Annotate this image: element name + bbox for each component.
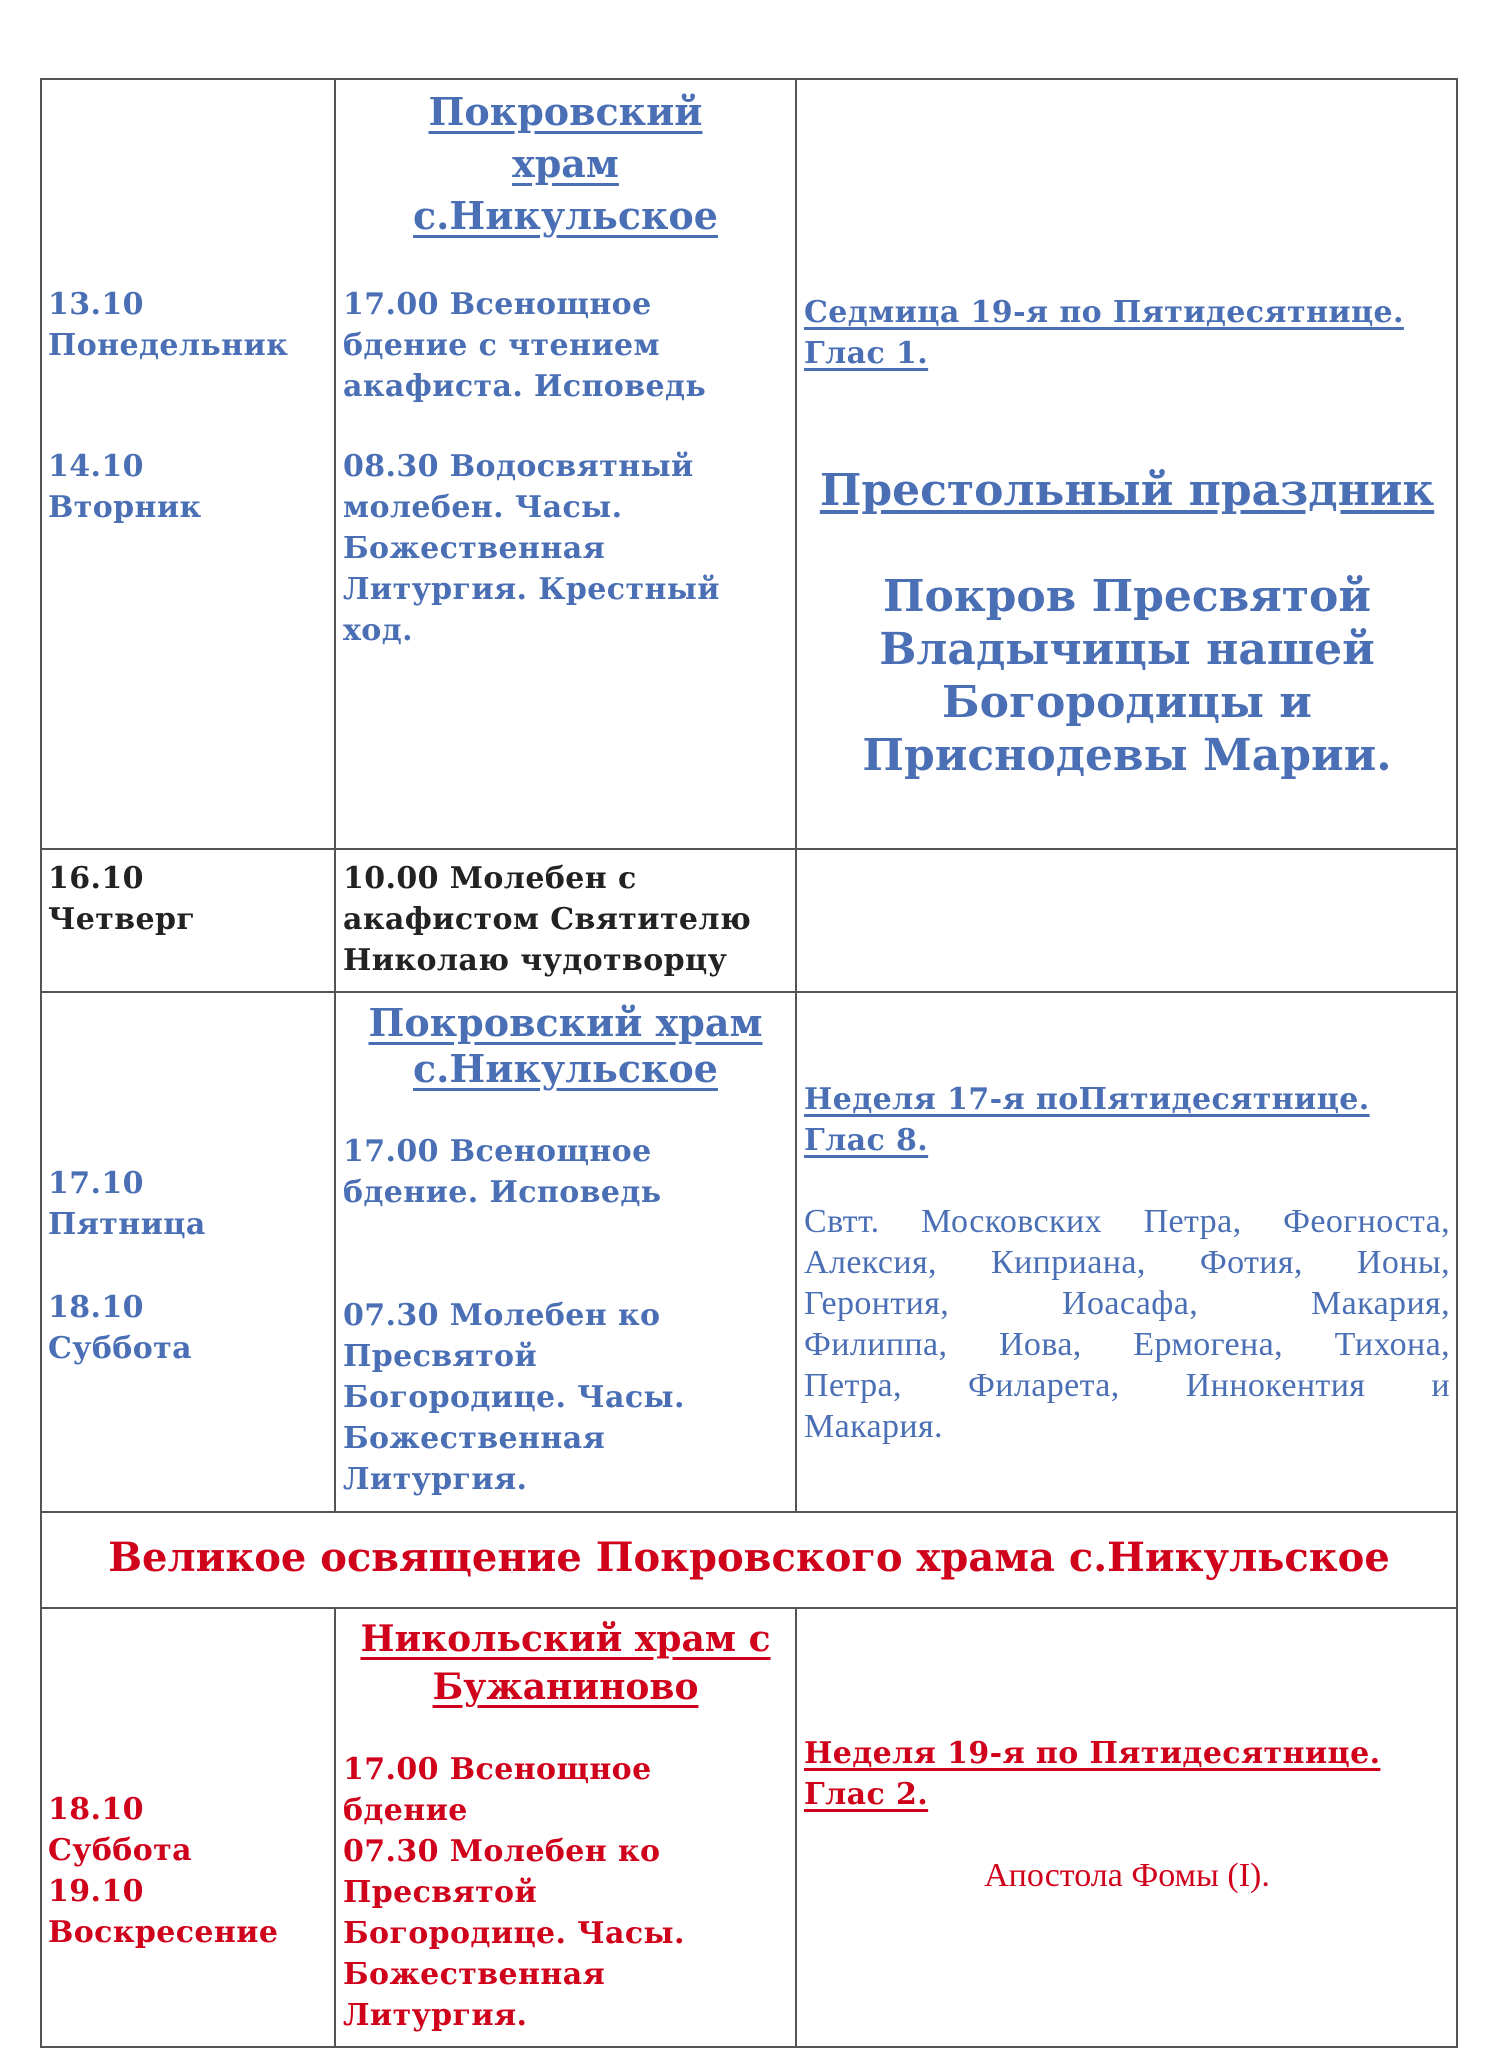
church-title: Покровский храм xyxy=(368,1000,763,1045)
date-cell xyxy=(40,848,335,991)
saint-name: Апостола Фомы (I). xyxy=(984,1857,1270,1894)
service-cell xyxy=(335,848,796,991)
tone: Глас 2. xyxy=(804,1777,929,1812)
table-border xyxy=(795,78,797,1511)
church-title: с.Никульское xyxy=(413,193,718,238)
service-line: 10.00 Молебен с xyxy=(343,861,637,896)
date: 13.10 xyxy=(48,287,144,322)
date-cell xyxy=(40,1607,335,2050)
table-border xyxy=(40,848,1458,850)
schedule-row-5 xyxy=(40,1607,1458,2050)
saints-line: Петра, Филарета, Иннокентия и xyxy=(804,1367,1450,1404)
tone: Глас 1. xyxy=(804,336,929,371)
feast-name: Приснодевы Марии. xyxy=(862,730,1392,781)
tone: Глас 8. xyxy=(804,1123,929,1158)
church-title: с.Никульское xyxy=(413,1046,718,1091)
service-line: Пресвятой xyxy=(343,1339,538,1374)
saints-line: Алексия, Киприана, Фотия, Ионы, xyxy=(804,1244,1450,1281)
date: 18.10 xyxy=(48,1290,144,1325)
service-line: 07.30 Молебен ко xyxy=(343,1834,661,1869)
church-title: Покровский xyxy=(428,89,703,134)
service-line: ход. xyxy=(343,613,413,648)
table-border xyxy=(40,991,1458,993)
week-title: Неделя 17-я поПятидесятнице. xyxy=(804,1082,1370,1117)
service-line: Божественная xyxy=(343,1421,606,1456)
church-title: Бужаниново xyxy=(432,1666,699,1708)
schedule-row-2 xyxy=(40,848,1458,991)
date: 16.10 xyxy=(48,861,144,896)
service-line: 17.00 Всенощное xyxy=(343,1134,652,1169)
service-line: Пресвятой xyxy=(343,1875,538,1910)
feast-name: Владычицы нашей xyxy=(879,624,1375,675)
church-title: храм xyxy=(512,141,619,186)
service-line: Николаю чудотворцу xyxy=(343,943,728,978)
weekday: Понедельник xyxy=(48,328,289,363)
table-border xyxy=(1456,78,1458,2048)
service-cell xyxy=(335,991,796,1511)
weekday: Суббота xyxy=(48,1331,192,1366)
weekday: Суббота xyxy=(48,1833,192,1868)
service-line: акафистом Святителю xyxy=(343,902,752,937)
table-border xyxy=(40,78,1458,80)
weekday: Четверг xyxy=(48,902,196,937)
feast-cell xyxy=(796,991,1458,1511)
service-line: молебен. Часы. xyxy=(343,490,623,525)
week-title: Неделя 19-я по Пятидесятнице. xyxy=(804,1736,1381,1771)
table-border xyxy=(334,1607,336,2048)
service-line: Богородице. Часы. xyxy=(343,1380,685,1415)
weekday: Пятница xyxy=(48,1207,206,1242)
service-line: 17.00 Всенощное xyxy=(343,287,652,322)
date-cell xyxy=(40,991,335,1511)
feast-title: Престольный праздник xyxy=(819,465,1435,516)
consecration-banner: Великое освящение Покровского храма с.Никульское xyxy=(108,1534,1390,1581)
date: 18.10 xyxy=(48,1792,144,1827)
service-line: Литургия. xyxy=(343,1462,528,1497)
table-border xyxy=(40,1511,1458,1513)
week-title: Седмица 19-я по Пятидесятнице. xyxy=(804,295,1404,330)
saints-line: Макария. xyxy=(804,1408,943,1445)
service-line: бдение. Исповедь xyxy=(343,1175,662,1210)
date: 17.10 xyxy=(48,1166,144,1201)
saints-line: Свтт. Московских Петра, Феогноста, xyxy=(804,1203,1450,1240)
weekday: Воскресение xyxy=(48,1915,279,1950)
service-line: акафиста. Исповедь xyxy=(343,369,707,404)
feast-name: Покров Пресвятой xyxy=(882,571,1372,622)
service-line: Литургия. Крестный xyxy=(343,572,720,607)
service-line: Божественная xyxy=(343,531,606,566)
service-line: Божественная xyxy=(343,1957,606,1992)
schedule-row-1 xyxy=(40,78,1458,848)
table-border xyxy=(40,1607,1458,1609)
schedule-row-3 xyxy=(40,991,1458,1511)
service-line: бдение с чтением xyxy=(343,328,660,363)
feast-name: Богородицы и xyxy=(942,677,1312,728)
church-title: Никольский храм с xyxy=(360,1618,771,1660)
service-line: 07.30 Молебен ко xyxy=(343,1298,661,1333)
date: 14.10 xyxy=(48,449,144,484)
banner-row xyxy=(40,1511,1458,1607)
service-line: 17.00 Всенощное xyxy=(343,1752,652,1787)
table-border xyxy=(795,1607,797,2048)
date-cell xyxy=(40,78,335,848)
service-line: Богородице. Часы. xyxy=(343,1916,685,1951)
saints-line: Геронтия, Иоасафа, Макария, xyxy=(804,1285,1450,1322)
service-line: 08.30 Водосвятный xyxy=(343,449,694,484)
feast-cell xyxy=(796,78,1458,848)
date: 19.10 xyxy=(48,1874,144,1909)
weekday: Вторник xyxy=(48,490,202,525)
saints-line: Филиппа, Иова, Ермогена, Тихона, xyxy=(804,1326,1450,1363)
table-border xyxy=(334,78,336,1511)
service-cell xyxy=(335,1607,796,2050)
feast-cell xyxy=(796,1607,1458,2050)
service-line: бдение xyxy=(343,1793,468,1828)
service-line: Литургия. xyxy=(343,1998,528,2033)
service-cell xyxy=(335,78,796,848)
empty-cell xyxy=(796,848,1458,991)
table-border xyxy=(40,78,42,2048)
